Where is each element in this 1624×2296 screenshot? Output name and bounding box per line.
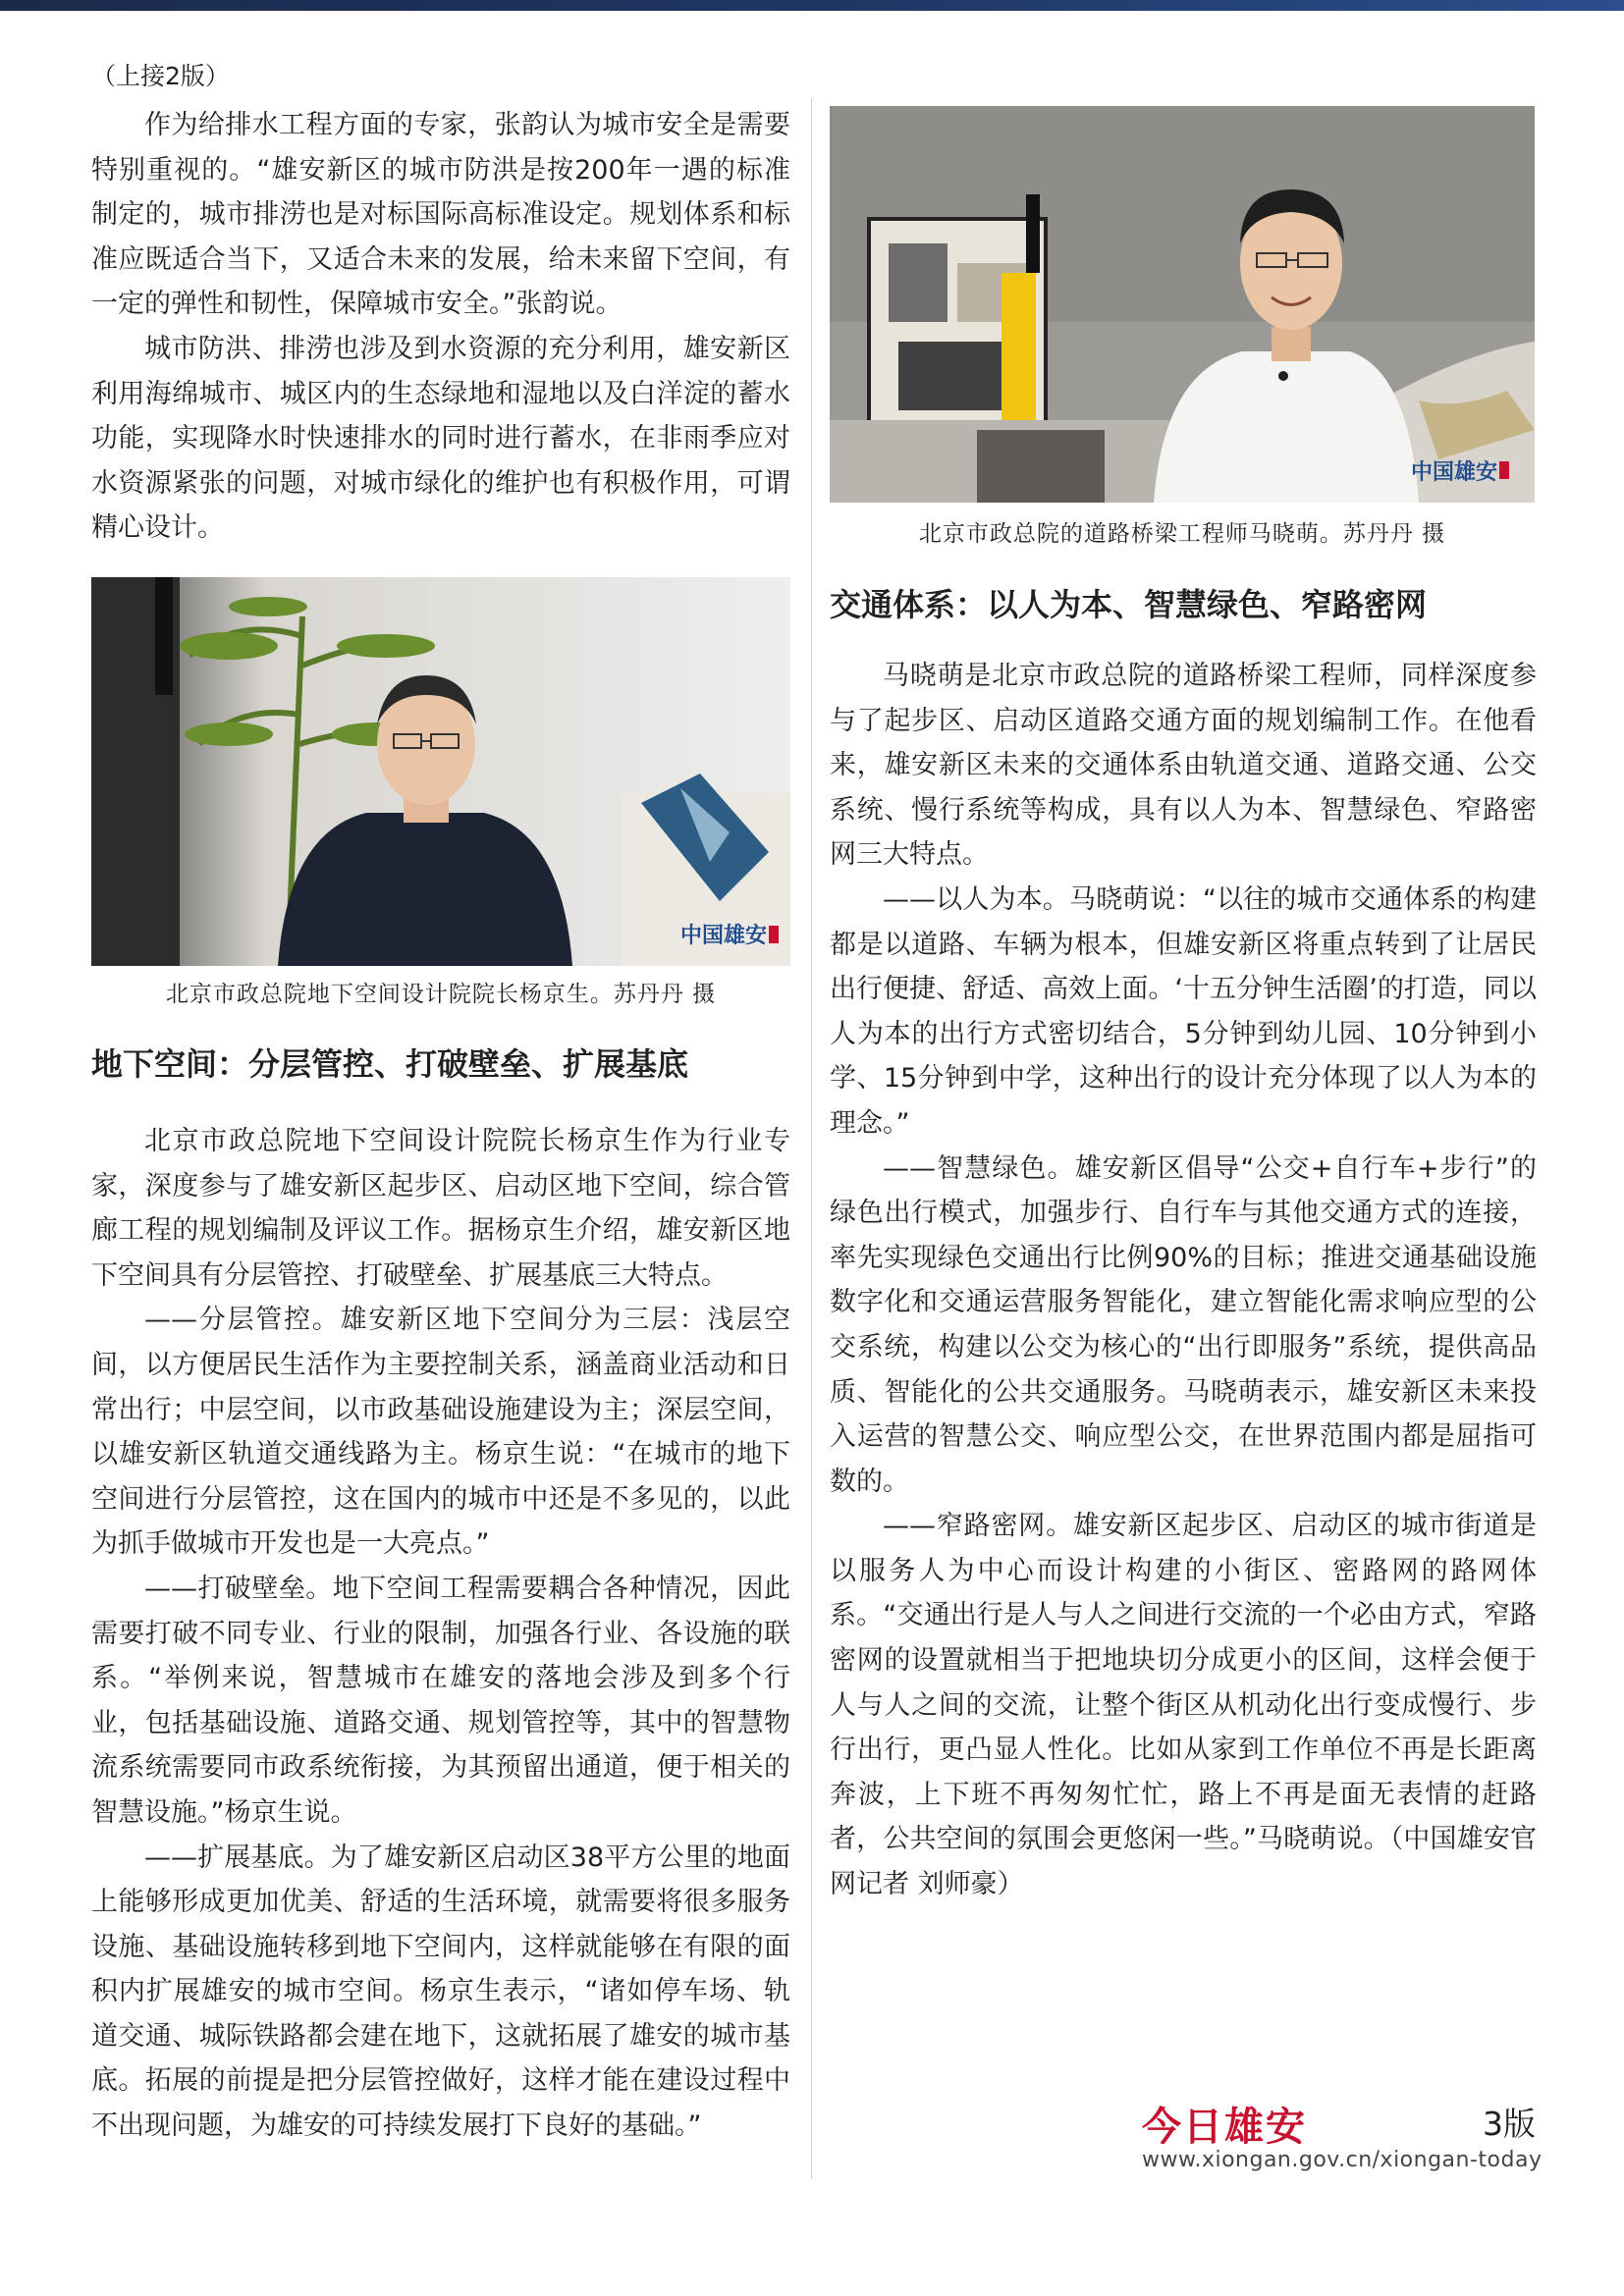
- page-number: 3版: [1483, 2105, 1536, 2143]
- section-heading: 交通体系：以人为本、智慧绿色、窄路密网: [830, 586, 1428, 623]
- column-divider: [811, 98, 812, 2179]
- paragraph: ——智慧绿色。雄安新区倡导“公交+自行车+步行”的绿色出行模式，加强步行、自行车与其他交通方式的连接，率先实现绿色交通出行比例90%的目标；推进交通基础设施数字化和交通运营服务智能化，建立智能化需求响应型的公交系统，构建以公交为核心的“出行即服务”系统，提供高品质、智能化的公共交通服务。马晓萌表示，雄安新区未来投入运营的智慧公交、响应型公交，在世界范围内都是屈指可数的。: [830, 1152, 1537, 1497]
- paragraph: 城市防洪、排涝也涉及到水资源的充分利用，雄安新区利用海绵城市、城区内的生态绿地和湿地以及白洋淀的蓄水功能，实现降水时快速排水的同时进行蓄水，在非雨季应对水资源紧张的问题，对城市绿化的维护也有积极作用，可谓精心设计。: [91, 333, 790, 544]
- paragraph: 作为给排水工程方面的专家，张韵认为城市安全是需要特别重视的。“雄安新区的城市防洪是按200年一遇的标准制定的，城市排涝也是对标国际高标准设定。规划体系和标准应既适合当下，又适合未来的发展，给未来留下空间，有一定的弹性和韧性，保障城市安全。”张韵说。: [91, 110, 790, 320]
- paragraph: 马晓萌是北京市政总院的道路桥梁工程师，同样深度参与了起步区、启动区道路交通方面的规划编制工作。在他看来，雄安新区未来的交通体系由轨道交通、道路交通、公交系统、慢行系统等构成，具有以人为本、智慧绿色、窄路密网三大特点。: [830, 661, 1537, 871]
- photo-yang-jingsheng: [91, 577, 790, 966]
- paragraph: ——分层管控。雄安新区地下空间分为三层：浅层空间，以方便居民生活作为主要控制关系，涵盖商业活动和日常出行；中层空间，以市政基础设施建设为主；深层空间，以雄安新区轨道交通线路为主。杨京生说：“在城市的地下空间进行分层管控，这在国内的城市中还是不多见的，以此为抓手做城市开发也是一大亮点。”: [91, 1305, 790, 1560]
- section-heading: 地下空间：分层管控、打破壁垒、扩展基底: [91, 1045, 689, 1083]
- continuation-note: （上接2版）: [91, 62, 230, 90]
- watermark: [1411, 459, 1509, 485]
- left-column-top-text: [91, 103, 790, 551]
- paragraph: ——以人为本。马晓萌说：“以往的城市交通体系的构建都是以道路、车辆为根本，但雄安新区将重点转到了让居民出行便捷、舒适、高效上面。‘十五分钟生活圈’的打造，同以人为本的出行方式密切结合，5分钟到幼儿园、10分钟到小学、15分钟到中学，这种出行的设计充分体现了以人为本的理念。”: [830, 883, 1537, 1139]
- photo-caption: 北京市政总院的道路桥梁工程师马晓萌。苏丹丹 摄: [918, 521, 1446, 547]
- section-traffic-body: [830, 654, 1537, 1907]
- photo-caption: 北京市政总院地下空间设计院院长杨京生。苏丹丹 摄: [165, 982, 717, 1007]
- photo-ma-xiaomeng: [830, 106, 1535, 503]
- watermark: [680, 923, 779, 948]
- svg-text:中国雄安: 中国雄安: [680, 923, 768, 948]
- footer-url: www.xiongan.gov.cn/xiongan-today: [1142, 2148, 1543, 2172]
- paragraph: ——打破壁垒。地下空间工程需要耦合各种情况，因此需要打破不同专业、行业的限制，加强各行业、各设施的联系。“举例来说，智慧城市在雄安的落地会涉及到多个行业，包括基础设施、道路交通、规划管控等，其中的智慧物流系统需要同市政系统衔接，为其预留出通道，便于相关的智慧设施。”杨京生说。: [91, 1573, 790, 1828]
- top-color-bar: [0, 0, 1624, 11]
- brand-logo: 今日雄安: [1142, 2104, 1307, 2150]
- svg-text:中国雄安: 中国雄安: [1411, 459, 1498, 485]
- paragraph: ——窄路密网。雄安新区起步区、启动区的城市街道是以服务人为中心而设计构建的小街区、密路网的路网体系。“交通出行是人与人之间进行交流的一个必由方式，窄路密网的设置就相当于把地块切分成更小的区间，这样会便于人与人之间的交流，让整个街区从机动化出行变成慢行、步行出行，更凸显人性化。比如从家到工作单位不再是长距离奔波，上下班不再匆匆忙忙，路上不再是面无表情的赶路者，公共空间的氛围会更悠闲一些。”马晓萌说。（中国雄安官网记者 刘师豪）: [830, 1511, 1537, 1900]
- paragraph: ——扩展基底。为了雄安新区启动区38平方公里的地面上能够形成更加优美、舒适的生活环境，就需要将很多服务设施、基础设施转移到地下空间内，这样就能够在有限的面积内扩展雄安的城市空间。杨京生表示，“诸如停车场、轨道交通、城际铁路都会建在地下，这就拓展了雄安的城市基底。拓展的前提是把分层管控做好，这样才能在建设过程中不出现问题，为雄安的可持续发展打下良好的基础。”: [91, 1842, 790, 2142]
- section-underground-body: [91, 1119, 790, 2149]
- paragraph: 北京市政总院地下空间设计院院长杨京生作为行业专家，深度参与了雄安新区起步区、启动区地下空间，综合管廊工程的规划编制及评议工作。据杨京生介绍，雄安新区地下空间具有分层管控、打破壁垒、扩展基底三大特点。: [91, 1126, 790, 1291]
